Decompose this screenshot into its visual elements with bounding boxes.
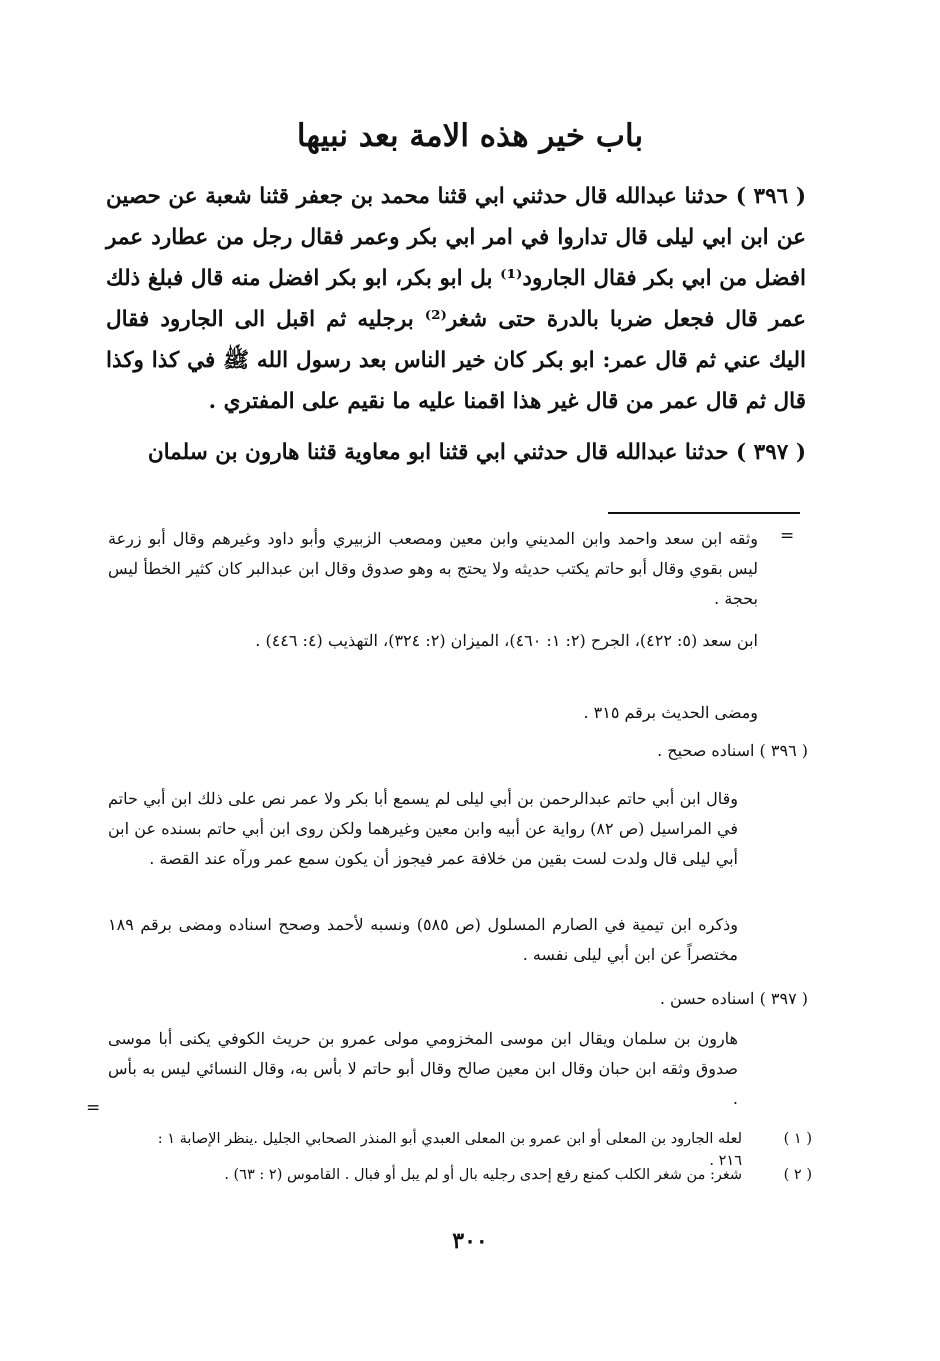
notes-separator (608, 512, 800, 514)
note-396-ibn-taymiyya: وذكره ابن تيمية في الصارم المسلول (ص ٥٨٥) ونسبه لأحمد وصحح اسناده ومضى برقم ١٨٩ مختصراً عن ابن أبي ليلى نفسه . (108, 915, 738, 964)
footnote-1 (140, 1128, 812, 1169)
note-previous-hadith: ومضى الحديث برقم ٣١٥ . (583, 703, 758, 722)
note-references: ابن سعد (٥: ٤٢٢)، الجرح (٢: ١: ٤٦٠)، الميزان (٢: ٣٢٤)، التهذيب (٤: ٤٤٦) . (255, 631, 758, 650)
footnote-2 (140, 1164, 812, 1188)
hadith-397-paragraph (106, 432, 806, 473)
note-397-harun: هارون بن سلمان ويقال ابن موسى المخزومي مولى عمرو بن حريث الكوفي يكنى أبا موسى صدوق وثقه ابن حبان وقال ابن معين صالح وقال أبو حاتم لا بأس به، وقال النسائي ليس به بأس . (108, 1029, 738, 1108)
footnote-1-number: ( ١ ) (783, 1131, 812, 1147)
note-397-heading: ( ٣٩٧ ) اسناده حسن . (659, 989, 808, 1008)
note-narrator-grading: وثقه ابن سعد واحمد وابن المديني وابن معين ومصعب الزبيري وأبو داود وغيرهم وقال أبو زرعة ليس بقوي وقال أبو حاتم يكتب حديثه ولا يحتج به وهو صدوق وقال ابن عبدالبر كان كثير الخطأ ليس بحجة . (108, 529, 758, 608)
hadith-396-paragraph (106, 176, 806, 422)
footnote-2-number: ( ٢ ) (783, 1167, 812, 1183)
footnote-1-text: لعله الجارود بن المعلى أو ابن عمرو بن المعلى العبدي أبو المنذر الصحابي الجليل .ينظر الإصابة ١ : ٢١٦ . (157, 1131, 742, 1169)
hadith-396-text: ( ٣٩٦ ) حدثنا عبدالله قال حدثني ابي قثنا محمد بن جعفر قثنا شعبة عن حصين عن ابن ابي ليلى قال تداروا في امر ابي بكر وعمر فقال رجل من عطارد عمر افضل من ابي بكر فقال الجارود⁽¹⁾ بل ابو بكر، ابو بكر افضل منه قال فبلغ ذلك عمر قال فجعل ضربا بالدرة حتى شغر⁽²⁾ برجليه ثم اقبل الى الجارود فقال اليك عني ثم قال عمر: ابو بكر كان خير الناس بعد رسول الله ﷺ في كذا وكذا قال ثم قال عمر من قال غير هذا اقمنا عليه ما نقيم على المفتري . (106, 184, 806, 414)
note-396-heading: ( ٣٩٦ ) اسناده صحيح . (657, 741, 808, 760)
hadith-397-text: ( ٣٩٧ ) حدثنا عبدالله قال حدثني ابي قثنا ابو معاوية قثنا هارون بن سلمان (147, 440, 806, 465)
page-number: ٣٠٠ (452, 1228, 488, 1254)
continuation-mark-bottom: = (86, 1098, 101, 1118)
note-396-mursal: وقال ابن أبي حاتم عبدالرحمن بن أبي ليلى لم يسمع أبا بكر ولا عمر نص على ذلك ابن أبي حاتم في المراسيل (ص ٨٢) رواية عن أبيه وابن معين وغيرهما ولكن روى ابن أبي حاتم بسنده عن ابن أبي ليلى قال ولدت لست بقين من خلافة عمر فيجوز أن يكون سمع عمر ورآه عند القصة . (108, 789, 738, 868)
footnote-2-text: شغر: من شغر الكلب كمنع رفع إحدى رجليه بال أو لم يبل أو فبال . القاموس (٢ : ٦٣) . (224, 1167, 742, 1183)
continuation-mark-top: = (780, 526, 795, 546)
chapter-title: باب خير هذه الامة بعد نبيها (296, 118, 644, 154)
